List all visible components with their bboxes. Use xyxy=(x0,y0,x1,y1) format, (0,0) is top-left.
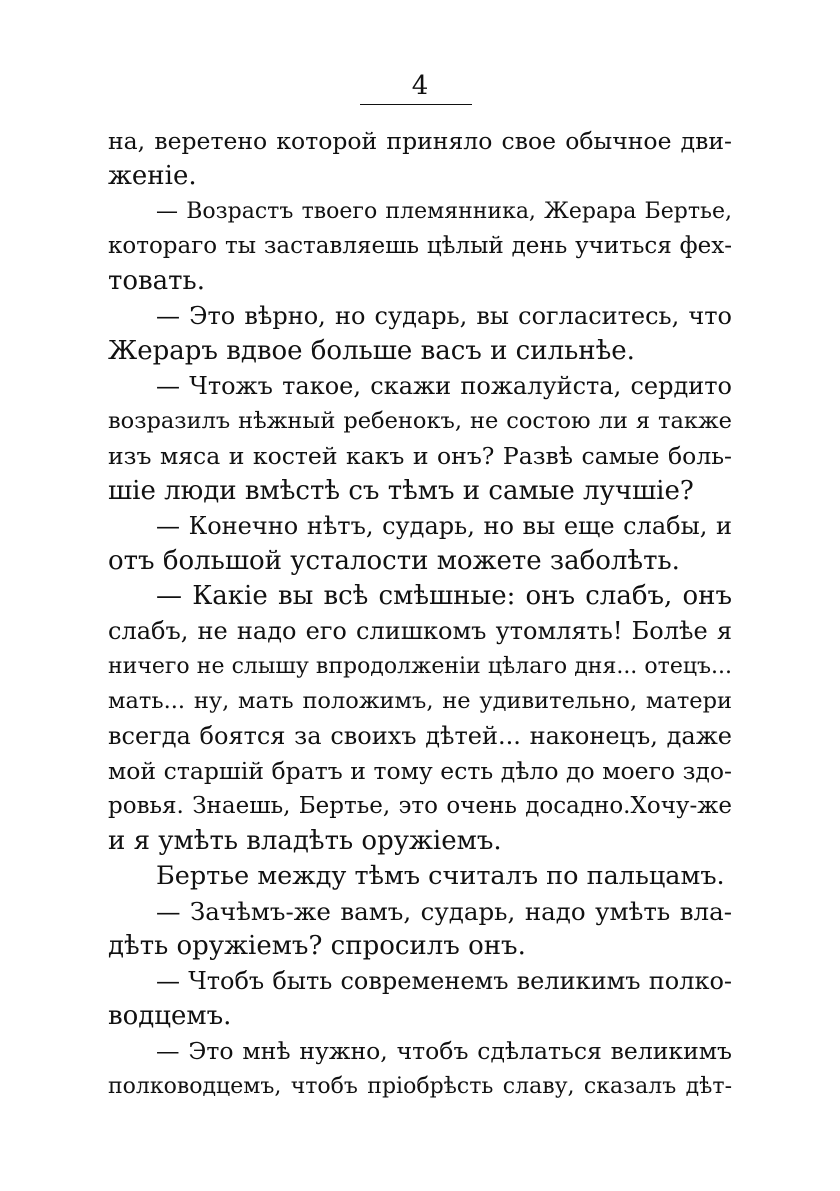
text-line: — Это мнѣ нужно, чтобъ сдѣлаться великимъ xyxy=(156,1037,732,1065)
text-line: слабъ, не надо его слишкомъ утомлять! Болѣе я xyxy=(108,617,732,645)
text-line: — Чтожъ такое, скажи пожалуйста, сердито xyxy=(156,372,732,400)
text-line: отъ большой усталости можете заболѣть. xyxy=(108,546,680,576)
text-line: на, веретено которой приняло свое обычное дви- xyxy=(108,127,732,155)
text-line: — Возрастъ твоего племянника, Жерара Бертье, xyxy=(156,199,732,224)
text-line: изъ мяса и костей какъ и онъ? Развѣ самые боль- xyxy=(108,442,732,470)
text-line: мой старшій братъ и тому есть дѣло до моего здо- xyxy=(108,757,732,785)
text-line: возразилъ нѣжный ребенокъ, не состою ли я также xyxy=(108,408,732,434)
page-number: 4 xyxy=(411,71,429,101)
text-line: товать. xyxy=(108,266,205,296)
text-line: женіе. xyxy=(108,161,197,191)
text-line: Бертье между тѣмъ считалъ по пальцамъ. xyxy=(156,861,725,891)
text-line: мать... ну, мать положимъ, не удивительно, матери xyxy=(108,688,732,714)
text-line: полководцемъ, чтобъ пріобрѣсть славу, сказалъ дѣт- xyxy=(108,1074,732,1099)
text-line: водцемъ. xyxy=(108,1001,232,1031)
header-rule xyxy=(360,104,472,105)
text-line: котораго ты заставляешь цѣлый день учиться фех- xyxy=(108,233,732,259)
text-line: шіе люди вмѣстѣ съ тѣмъ и самые лучшіе? xyxy=(108,476,694,506)
body-text xyxy=(108,124,732,1104)
text-line: — Конечно нѣтъ, сударь, но вы еще слабы, и xyxy=(156,512,732,540)
text-line: всегда боятся за своихъ дѣтей... наконецъ, даже xyxy=(108,722,732,750)
text-line: — Это вѣрно, но сударь, вы согласитесь, что xyxy=(156,302,732,330)
text-line: и я умѣть владѣть оружіемъ. xyxy=(108,826,502,856)
text-line: ничего не слышу впродолженіи цѣлаго дня... отецъ... xyxy=(108,654,732,679)
text-line: дѣть оружіемъ? спросилъ онъ. xyxy=(108,931,526,961)
text-line: — Чтобъ быть современемъ великимъ полко- xyxy=(156,967,732,995)
text-line: — Какіе вы всѣ смѣшные: онъ слабъ, онъ xyxy=(156,581,732,611)
text-line: — Зачѣмъ-же вамъ, сударь, надо умѣть вла- xyxy=(156,897,732,926)
text-line: Жераръ вдвое больше васъ и сильнѣе. xyxy=(108,336,635,366)
text-line: ровья. Знаешь, Бертье, это очень досадно.Хочу-же xyxy=(108,793,732,819)
